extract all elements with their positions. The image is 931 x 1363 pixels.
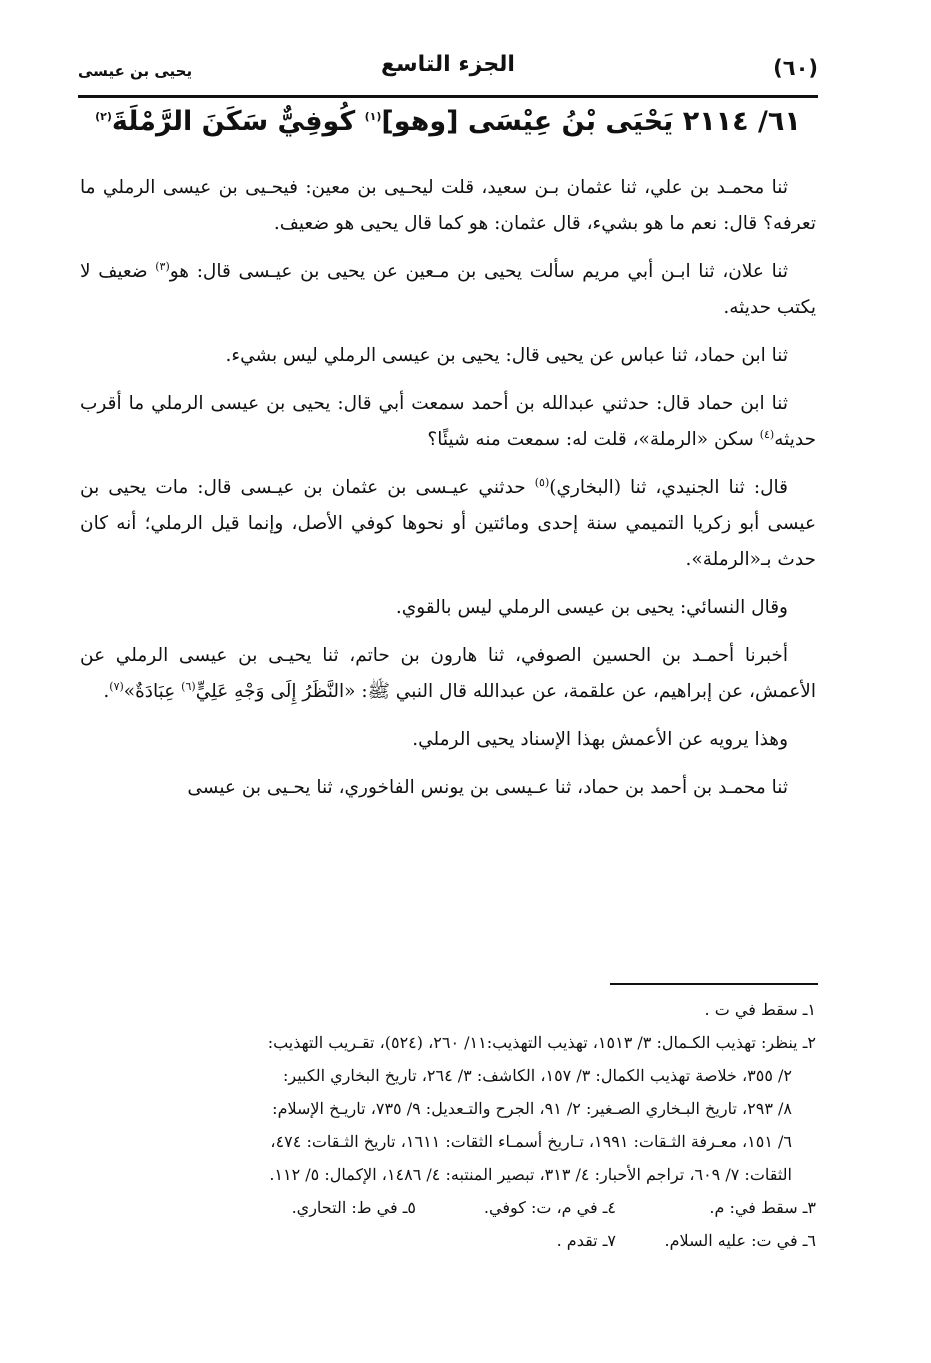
- paragraph: ثنا ابن حماد، ثنا عباس عن يحيى قال: يحيى بن عيسى الرملي ليس بشيء.: [225, 345, 788, 366]
- footnote-ref: (٢): [95, 110, 112, 123]
- footnote-ref: (٤): [759, 427, 775, 441]
- footnote-line: ٢/ ٣٥٥، خلاصة تهذيب الكمال: ٣/ ١٥٧، الكاشف: ٣/ ٢٦٤، تاريخ البخاري الكبير:: [283, 1066, 792, 1085]
- page-number: (٦٠): [773, 56, 818, 80]
- footnote-ref: (٧): [109, 679, 124, 693]
- footnote: ١ـ سقط في ت .: [704, 1000, 816, 1019]
- header-rule: [78, 95, 818, 98]
- footnote-row: [80, 1226, 816, 1256]
- footnote: ٢ـ ينظر: تهذيب الكـمال: ٣/ ١٥١٣، تهذيب التهذيب:١١/ ٢٦٠، (٥٢٤)، تقـريب التهذيب:: [267, 1033, 816, 1052]
- paragraph: ثنا ابن حماد قال: حدثني عبدالله بن أحمد سمعت أبي قال: يحيى بن عيسى الرملي ما أقرب حديثه$^{(٤)}$ سكن «الرملة»، قلت له: سمعت منه شيئًا؟: [80, 393, 816, 450]
- running-title: يحيى بن عيسى: [78, 62, 193, 80]
- footnote: ٧ـ تقدم .: [556, 1231, 616, 1250]
- footnote: ٣ـ سقط في: م.: [709, 1198, 816, 1217]
- entry-desc: كُوفِيٌّ سَكَنَ الرَّمْلَةَ: [111, 106, 356, 137]
- paragraph: وهذا يرويه عن الأعمش بهذا الإسناد يحيى الرملي.: [412, 729, 788, 750]
- footnote-line: ٦/ ١٥١، معـرفة الثـقات: ١٩٩١، تـاريخ أسمـاء الثقات: ١٦١١، تاريخ الثـقات: ٤٧٤،: [270, 1132, 792, 1151]
- footnote-ref: (٣): [155, 259, 170, 273]
- footnote-line: ٨/ ٢٩٣، تاريخ البـخاري الصـغير: ٢/ ٩١، الجرح والتـعديل: ٩/ ٧٣٥، تاريـخ الإسلام:: [272, 1099, 792, 1118]
- footnote: ٦ـ في ت: عليه السلام.: [664, 1231, 816, 1250]
- paragraph: قال: ثنا الجنيدي، ثنا (البخاري)$^{(٥)}$ حدثني عيـسى بن عثمان بن عيـسى قال: مات يحيى بن عيسى أبو زكريا التميمي سنة إحدى ومائتين أو نحوها كوفي الأصل، وإنما قيل الرملي؛ أنه كان حدث بـ«الرملة».: [80, 475, 816, 570]
- entry-title: [80, 106, 816, 137]
- paragraph: أخبرنا أحمـد بن الحسين الصوفي، ثنا هارون بن حاتم، ثنا يحيـى بن عيسى الرملي عن الأعمش، عن إبراهيم، عن علقمة، عن عبدالله قال النبي ﷺ: «النَّظَرُ إِلَى وَجْهِ عَلِيٍّ$^{(٦)}$ عِبَادَةٌ»$^{(٧)}$.: [80, 645, 816, 702]
- paragraph: ثنا محمـد بن علي، ثنا عثمان بـن سعيد، قلت ليحـيى بن معين: فيحـيى بن عيسى الرملي ما تعرفه؟ قال: نعم ما هو بشيء، قال عثمان: هو كما قال يحيى هو ضعيف.: [80, 177, 816, 234]
- page-header: [78, 48, 818, 96]
- footnote-row: [80, 1193, 816, 1223]
- part-title: الجزء التاسع: [381, 52, 515, 77]
- footnote-ref: (٥): [534, 475, 550, 489]
- footnote-line: الثقات: ٧/ ٦٠٩، تراجم الأحبار: ٤/ ٣١٣، تبصير المنتبه: ٤/ ١٤٨٦، الإكمال: ٥/ ١١٢.: [269, 1165, 792, 1184]
- footnote: ٥ـ في ط: التحاري.: [291, 1198, 416, 1217]
- paragraph: ثنا علان، ثنا ابـن أبي مريم سألت يحيى بن مـعين عن يحيى بن عيـسى قال: هو$^{(٣)}$ ضعيف لا يكتب حديثه.: [80, 259, 816, 318]
- footnote-rule: [610, 983, 818, 985]
- footnote-ref: (٦): [181, 679, 196, 693]
- footnote: ٤ـ في م، ت: كوفي.: [483, 1198, 616, 1217]
- footnotes: [80, 995, 816, 1259]
- main-text: [80, 170, 816, 818]
- footnote-ref: (١): [364, 110, 382, 123]
- entry-number: ٦١/ ٢١١٤: [682, 106, 801, 137]
- entry-name: يَحْيَى بْنُ عِيْسَى [وهو]: [381, 106, 674, 137]
- paragraph: ثنا محمـد بن أحمد بن حماد، ثنا عـيسى بن يونس الفاخوري، ثنا يحـيى بن عيسى: [187, 777, 788, 798]
- paragraph: وقال النسائي: يحيى بن عيسى الرملي ليس بالقوي.: [395, 597, 788, 618]
